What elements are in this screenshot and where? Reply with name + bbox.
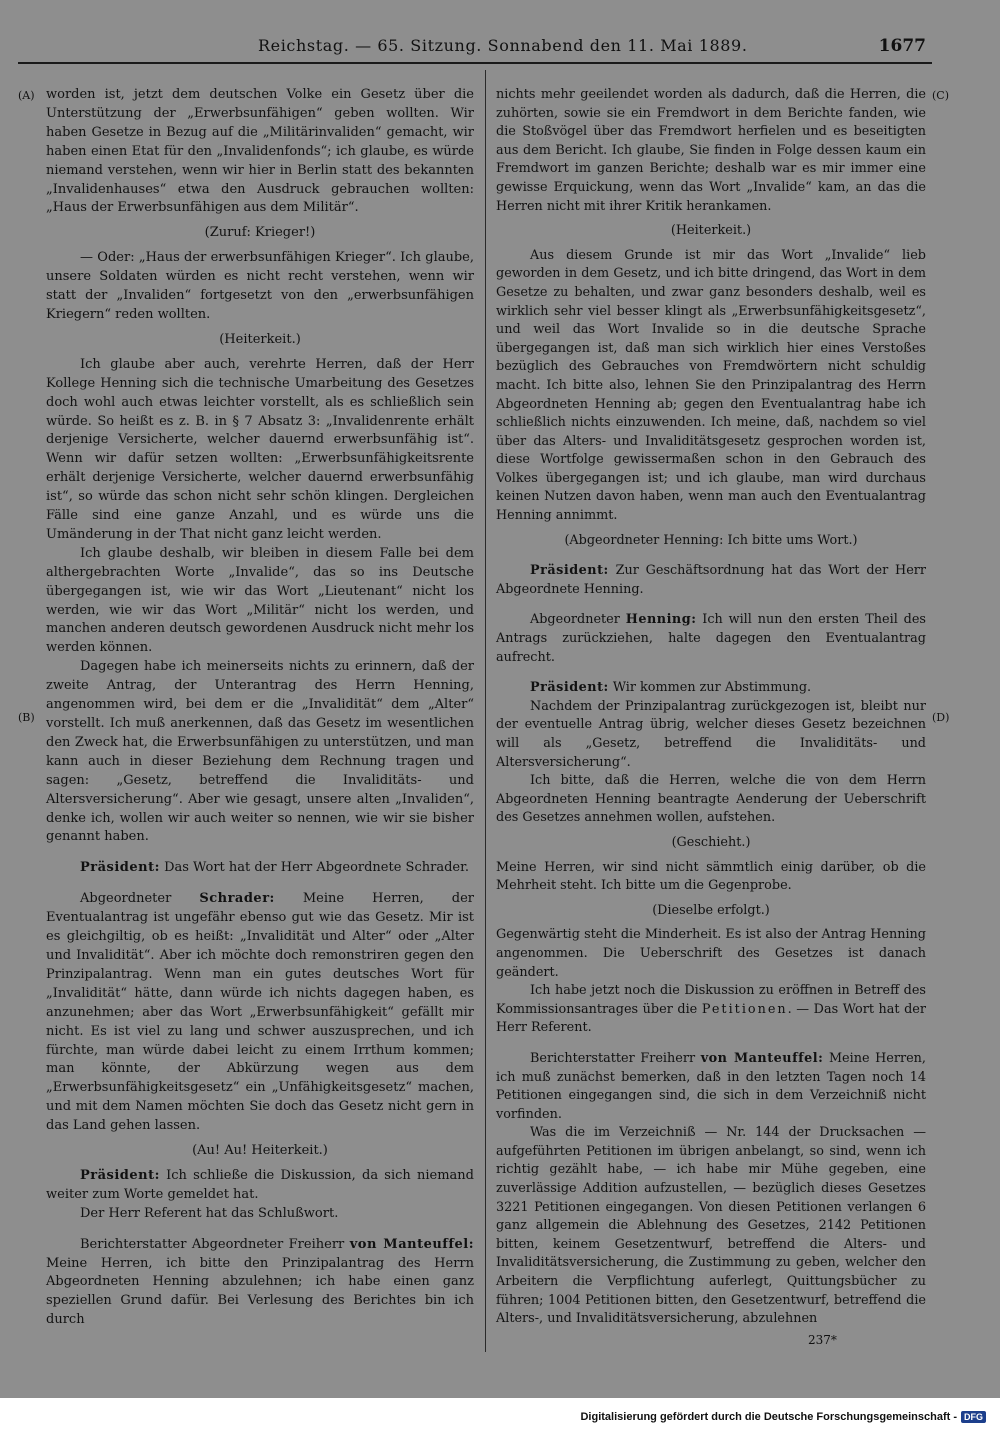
interjection: (Zuruf: Krieger!) xyxy=(204,225,316,241)
speaker-prefix: Berichterstatter Abgeordneter Freiherr xyxy=(80,1236,345,1252)
margin-mark-a: (A) xyxy=(18,89,35,102)
paragraph: Nachdem der Prinzipalantrag zurückgezogen ist, bleibt nur der eventuelle Antrag übrig, welcher dieses Gesetz bezeichnen will als „Gesetz, betreffend die Invaliditäts- und Altersversicherung“. xyxy=(496,698,926,770)
paragraph: Ich glaube aber auch, verehrte Herren, daß der Herr Kollege Henning sich die technische Umarbeitung des Gesetzes doch wohl auch etwas leichter vorstellt, als es schließlich sein würde. So heißt es z. B. in § 7 Absatz 3: „Invalidenrente erhält derjenige Versicherte, welcher dauernd erwerbsunfähig ist“. Wenn wir dafür setzen wollten: „Erwerbsunfähigkeitsrente erhält derjenige Versicherte, welcher dauernd erwerbsunfähig ist“, so würde das schon nicht sehr schön klingen. Dergleichen Fälle sind eine ganze Anzahl, und es würde uns die Umänderung in der That nicht ganz leicht werden. xyxy=(46,356,474,542)
margin-mark-d: (D) xyxy=(932,711,950,724)
right-column xyxy=(496,86,926,1329)
speech-schrader xyxy=(46,890,474,1136)
speech-president xyxy=(46,1167,474,1205)
footer-credit xyxy=(580,1411,986,1423)
speaker-name: Präsident: xyxy=(80,1167,160,1183)
speech-president xyxy=(496,679,926,698)
speaker-name: Präsident: xyxy=(80,860,160,876)
column-divider xyxy=(485,70,486,1352)
speaker-name: von Manteuffel: xyxy=(700,1050,824,1066)
speaker-name: Schrader: xyxy=(199,891,275,907)
header-rule xyxy=(18,62,932,64)
speaker-name: von Manteuffel: xyxy=(349,1236,474,1252)
speech-manteuffel xyxy=(496,1050,926,1124)
speech-text: Meine Herren, ich bitte den Prinzipalantrag des Herrn Abgeordneten Henning abzulehnen; ich habe einen ganz speziellen Grund dafür. Bei Verlesung des Berichtes bin ich durch xyxy=(46,1255,474,1328)
speech-text: Wir kommen zur Abstimmung. xyxy=(612,680,812,696)
signature-mark: 237* xyxy=(808,1333,837,1347)
paragraph: Meine Herren, wir sind nicht sämmtlich einig darüber, ob die Mehrheit steht. Ich bitte um die Gegenprobe. xyxy=(496,859,926,894)
paragraph xyxy=(496,982,926,1038)
paragraph: Dagegen habe ich meinerseits nichts zu erinnern, daß der zweite Antrag, der Unterantrag des Herrn Henning, angenommen wird, bei dem er die „Invalidität“ dem „Alter“ vorstellt. Ich muß anerkennen, daß das Gesetz im wesentlichen den Zweck hat, die Erwerbsunfähigen zu unterstützen, und man kann auch in dieser Beziehung dem Rechnung tragen und sagen: „Gesetz, betreffend die Invaliditäts- und Altersversicherung“. Aber wie gesagt, unsere alten „Invaliden“, denke ich, wollen wir auch weiter so nennen, wie wir sie bisher genannt haben. xyxy=(46,659,474,845)
speech-text: Zur Geschäftsordnung hat das Wort der Herr Abgeordnete Henning. xyxy=(496,563,927,597)
speech-text: Ich will nun den ersten Theil des Antrags zurückziehen, halte dagegen den Eventualantrag aufrecht. xyxy=(496,612,926,665)
footer-text: Digitalisierung gefördert durch die Deutsche Forschungsgemeinschaft - xyxy=(580,1411,957,1423)
speech-text: Meine Herren, ich muß zunächst bemerken, daß in den letzten Tagen noch 14 Petitionen eingegangen sind, die sich in dem Verzeichniß nicht vorfinden. xyxy=(496,1050,926,1122)
margin-mark-b: (B) xyxy=(18,711,35,724)
margin-mark-c: (C) xyxy=(932,89,949,102)
paragraph: Aus diesem Grunde ist mir das Wort „Invalide“ lieb geworden in dem Gesetz, und ich bitte dringend, das Wort in dem Gesetze zu behalten, und zwar ganz besonders deshalb, weil es wirklich sehr viel besser klingt als „Erwerbsunfähigkeitsgesetz“, und weil das Wort Invalide so in die deutsche Sprache übergegangen ist, daß man sich wirklich hier eines Verstoßes bezüglich des Gebrauches von Fremdwörtern nicht schuldig macht. Ich bitte also, lehnen Sie den Prinzipalantrag des Herrn Abgeordneten Henning ab; gegen den Eventualantrag habe ich schließlich nichts einzuwenden. Ich meine, daß, nachdem so viel über das Alters- und Invaliditätsgesetz gesprochen worden ist, diese Wortfolge gewissermaßen schon in den Gebrauch des Volkes übergegangen ist; und ich glaube, man wird durchaus keinen Nutzen davon haben, wenn man auch den Eventualantrag Henning annimmt. xyxy=(496,247,926,524)
page-number: 1677 xyxy=(878,36,926,56)
speech-henning xyxy=(496,611,926,667)
speaker-name: Henning: xyxy=(625,612,697,628)
paragraph: Was die im Verzeichniß — Nr. 144 der Drucksachen — aufgeführten Petitionen im übrigen anbelangt, so sind, wenn ich richtig gezählt habe, — ich habe mir Mühe gegeben, eine zuverlässige Addition aufzustellen, — bezüglich dieses Gesetzes 3221 Petitionen eingegangen. Von diesen Petitionen verlangen 6 ganz allgemein die Ablehnung des Gesetzes, 2142 Petitionen bitten, keinem Gesetzentwurf, betreffend die Alters- und Invaliditätsversicherung, die Zustimmung zu geben, welcher den Arbeitern die Verpflichtung auferlegt, Quittungsbücher zu führen; 1004 Petitionen bitten, den Gesetzentwurf, betreffend die Alters-, und Invaliditätsversicherung, abzulehnen xyxy=(496,1125,926,1327)
paragraph: nichts mehr geeilendet worden als dadurch, daß die Herren, die zuhörten, sowie sie ein Fremdwort in dem Berichte fanden, wie die Stoßvögel über das Fremdwort herfielen und es beseitigten aus dem Bericht. Ich glaube, Sie finden in Folge dessen kaum ein Fremdwort im ganzen Berichte; deshalb war es mir immer eine gewisse Erquickung, wenn das Wort „Invalide“ kam, an das die Herren nicht mit ihrer Kritik herankamen. xyxy=(496,87,926,214)
text-run: Ich habe jetzt noch die Diskussion zu eröffnen in Betreff des Kommissionsantrages über die xyxy=(496,983,926,1017)
interjection: (Geschieht.) xyxy=(671,834,751,850)
speech-text: Meine Herren, der Eventualantrag ist ungefähr ebenso gut wie das Gesetz. Mir ist es gleichgiltig, ob es heißt: „Invalidität und Alter“ oder „Alter und Invalidität“. Aber ich möchte doch remonstriren gegen den Prinzipalantrag. Wenn man ein gutes deutsches Wort für „Invalidität“ hätte, dann würde ich nichts dagegen haben, es anzunehmen; aber das Wort „Erwerbsunfähigkeit“ gefällt mir nicht. Es ist viel zu lang und schwer auszusprechen, und ich fürchte, man würde dabei leicht zu einem Irrthum kommen; man könnte, der Abkürzung wegen aus dem „Erwerbsunfähigkeitsgesetz“ ein „Unfähigkeitsgesetz“ machen, und mit dem Namen möchten Sie doch das Gesetz nicht gern in das Land gehen lassen. xyxy=(46,891,474,1134)
speech-text: Ich schließe die Diskussion, da sich niemand weiter zum Worte gemeldet hat. xyxy=(46,1167,474,1202)
interjection: (Dieselbe erfolgt.) xyxy=(652,902,770,918)
text-run: . — Das Wort hat der Herr Referent. xyxy=(496,1001,926,1036)
paragraph: Der Herr Referent hat das Schlußwort. xyxy=(80,1205,339,1221)
speaker-prefix: Abgeordneter xyxy=(530,612,620,628)
header-title: Reichstag. — 65. Sitzung. Sonnabend den 11. Mai 1889. xyxy=(258,36,748,55)
speaker-prefix: Berichterstatter Freiherr xyxy=(530,1050,696,1066)
dfg-logo-icon: DFG xyxy=(961,1411,986,1423)
speech-text: Das Wort hat der Herr Abgeordnete Schrader. xyxy=(164,860,470,876)
interjection: (Heiterkeit.) xyxy=(219,331,301,347)
paragraph: worden ist, jetzt dem deutschen Volke ein Gesetz über die Unterstützung der „Erwerbsunfähigen“ geben wollten. Wir haben Gesetze in Bezug auf die „Militärinvaliden“ gemacht, wir haben einen Etat für den „Invalidenfonds“; ich glaube, es würde niemand verstehen, wenn wir hier in Berlin statt des bekannten „Invalidenhauses“ etwa den Ausdruck gebrauchen wollten: „Haus der Erwerbsunfähigen aus dem Militär“. xyxy=(46,87,474,216)
page-header xyxy=(0,36,1000,60)
interjection: (Abgeordneter Henning: Ich bitte ums Wort.) xyxy=(564,532,858,548)
speech-president xyxy=(496,562,926,599)
paragraph: Gegenwärtig steht die Minderheit. Es ist also der Antrag Henning angenommen. Die Ueberschrift des Gesetzes ist danach geändert. xyxy=(496,927,926,980)
paragraph: Ich glaube deshalb, wir bleiben in diesem Falle bei dem althergebrachten Worte „Invalide“, das so ins Deutsche übergegangen ist, wie wir das Wort „Lieutenant“ nicht los werden, wie wir das Wort „Militär“ nicht los werden, und manchen anderen deutsch gewordenen Ausdruck nicht mehr los werden können. xyxy=(46,545,474,656)
emphasis-petitionen: Petitionen xyxy=(701,1001,788,1017)
interjection: (Heiterkeit.) xyxy=(670,223,752,239)
speech-manteuffel xyxy=(46,1236,474,1331)
interjection: (Au! Au! Heiterkeit.) xyxy=(192,1143,328,1159)
speech-president xyxy=(46,859,474,878)
paragraph: Ich bitte, daß die Herren, welche die von dem Herrn Abgeordneten Henning beantragte Aenderung der Ueberschrift des Gesetzes annehmen wollen, aufstehen. xyxy=(496,773,926,826)
paragraph: — Oder: „Haus der erwerbsunfähigen Krieger“. Ich glaube, unsere Soldaten würden es nicht recht verstehen, wenn wir statt der „Invaliden“ fortgesetzt von den „erwerbsunfähigen Kriegern“ reden wollten. xyxy=(46,250,474,322)
speaker-prefix: Abgeordneter xyxy=(80,891,172,907)
speaker-name: Präsident: xyxy=(530,563,609,579)
speaker-name: Präsident: xyxy=(530,680,609,696)
left-column xyxy=(46,86,474,1330)
